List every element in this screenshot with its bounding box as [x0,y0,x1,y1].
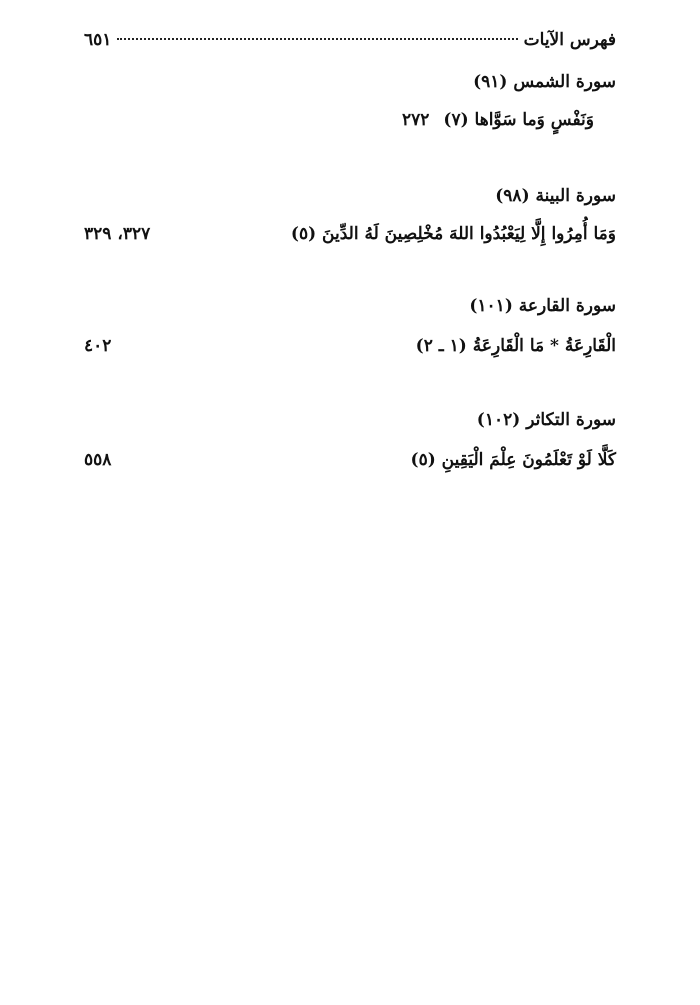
header-page-number: ٦٥١ [84,30,112,50]
verse-page-refs: ٤٠٢ [84,336,112,356]
header-title: فهرس الآيات [523,30,616,50]
verse-quote: وَنَفْسٍ وَما سَوَّاها (٧) [443,110,594,130]
running-header [84,30,616,58]
verse-text [402,110,594,130]
verse-page-refs: ٥٥٨ [84,450,112,470]
verse-entry [84,336,616,366]
verse-text: الْقَارِعَةُ * مَا الْقَارِعَةُ (١ ـ ٢) [415,336,616,356]
verse-entry [84,110,616,140]
surah-title: سورة الشمس (٩١) [473,72,616,92]
surah-title: سورة التكاثر (١٠٢) [476,410,616,430]
verse-entry [84,224,616,254]
surah-title: سورة البينة (٩٨) [495,186,616,206]
verse-text: وَمَا أُمِرُوا إِلَّا لِيَعْبُدُوا اللهَ مُخْلِصِينَ لَهُ الدِّينَ (٥) [290,224,616,244]
verse-entry [84,450,616,480]
leader-dots [117,38,517,40]
verse-page-refs: ٢٧٢ [402,110,430,130]
surah-title: سورة القارعة (١٠١) [469,296,616,316]
verse-page-refs: ٣٢٧، ٣٢٩ [84,224,151,244]
verse-text: كَلَّا لَوْ تَعْلَمُونَ عِلْمَ الْيَقِينِ (٥) [410,450,616,470]
